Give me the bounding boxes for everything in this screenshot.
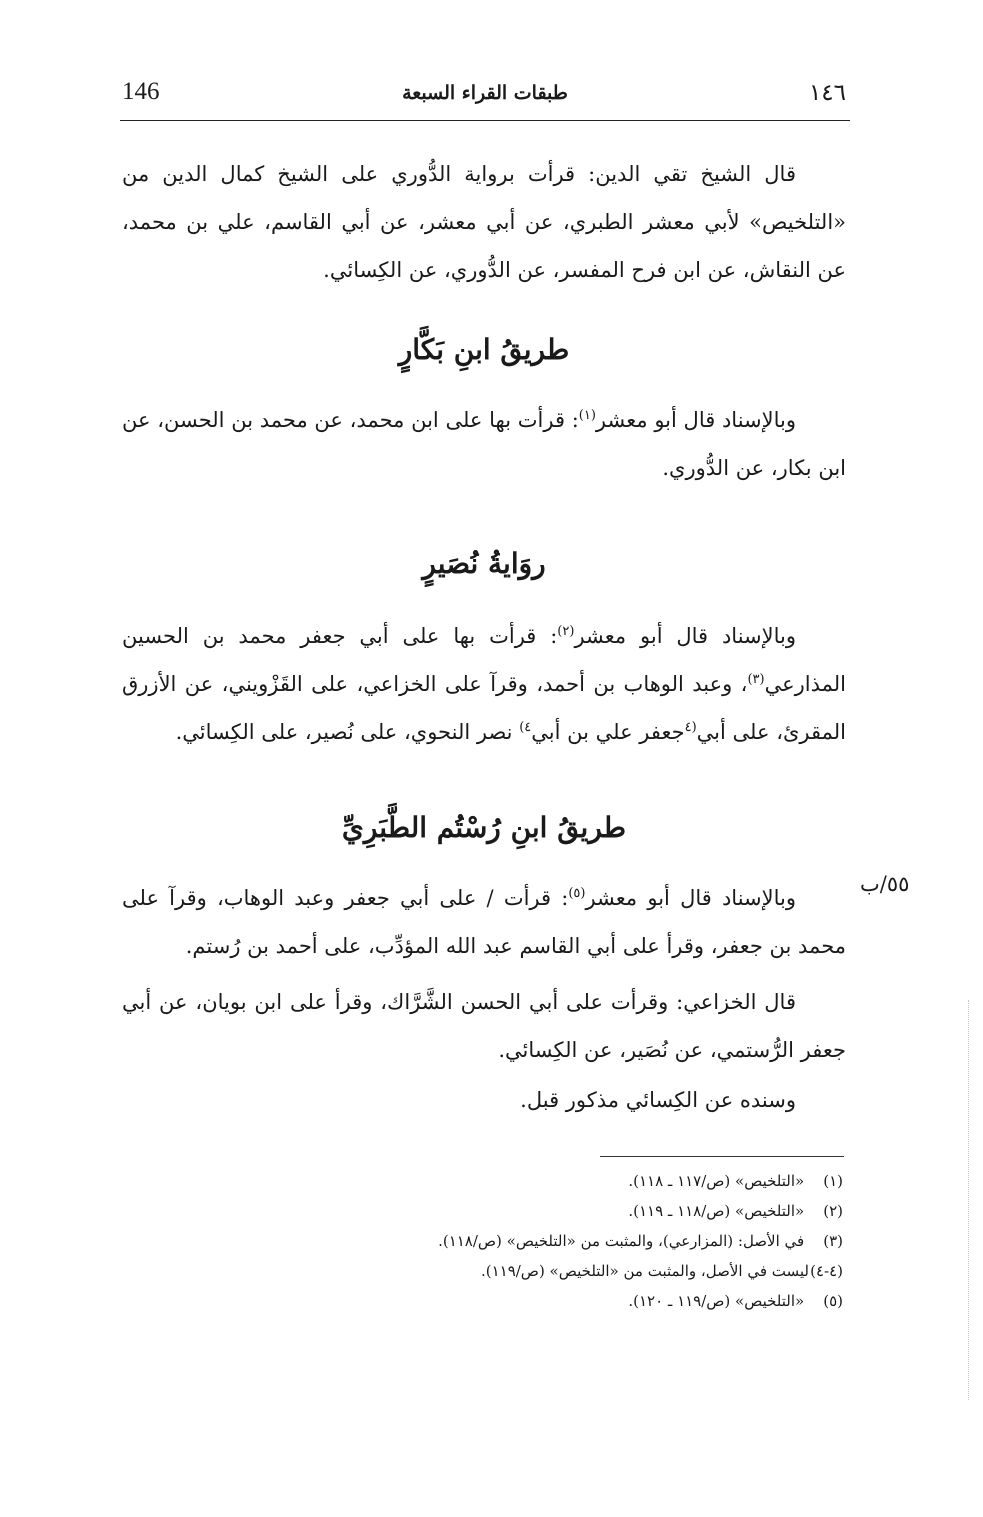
footnote-text: «التلخيص» (ص/١١٩ ـ ١٢٠). (628, 1292, 805, 1310)
footnote-number: (٢) (823, 1202, 843, 1220)
section-heading-nusayr: روَايةُ نُصَيرٍ (422, 547, 546, 580)
footnote-item (223, 1286, 843, 1316)
footnote-ref: ٤) (519, 720, 532, 735)
paragraph-text: نصر النحوي، على نُصير، على الكِسائي. (175, 720, 520, 744)
manuscript-folio-marker: ٥٥/ب (860, 872, 910, 896)
paragraph-text: : قرأت / على أبي جعفر وعبد الوهاب، وقرآ على محمد بن جعفر، وقرأ على أبي القاسم عبد الله المؤدِّب، على أحمد بن رُستم. (122, 886, 846, 958)
footnote-text: في الأصل: (المزارعي)، والمثبت من «التلخيص» (ص/١١٨). (438, 1232, 805, 1250)
paragraph-text: وبالإسناد قال أبو معشر (595, 408, 796, 432)
footnote-ref: (٤ (684, 720, 697, 735)
footnote-ref: (٣) (747, 672, 765, 687)
paragraph-text: جعفر علي بن أبي (531, 720, 685, 744)
main-text (122, 150, 846, 1124)
footnote-text: «التلخيص» (ص/١١٨ ـ ١١٩). (628, 1202, 805, 1220)
paragraph-isnad-duri: قال الشيخ تقي الدين: قرأت برواية الدُّوري على الشيخ كمال الدين من «التلخيص» لأبي معشر الطبري، عن أبي معشر، عن أبي القاسم، علي بن محمد، عن النقاش، عن ابن فرح المفسر، عن الدُّوري، عن الكِسائي. (122, 162, 846, 282)
footnote-item (223, 1196, 843, 1226)
footnote-item (223, 1256, 843, 1286)
footnotes-list (223, 1166, 843, 1316)
page-number-latin: 146 (122, 78, 160, 105)
footnote-text: ليست في الأصل، والمثبت من «التلخيص» (ص/١١٩). (480, 1262, 809, 1280)
running-header (120, 72, 850, 121)
footnote-ref: (٢) (557, 624, 575, 639)
paragraph-text: وبالإسناد قال أبو معشر (574, 624, 797, 648)
paragraph-text: ، وعبد الوهاب بن أحمد، وقرآ على الخزاعي، على القَزْويني، عن الأزرق المقرئ، على أبي (122, 672, 846, 744)
footnote-text: «التلخيص» (ص/١١٧ ـ ١١٨). (628, 1172, 805, 1190)
scan-edge-line (968, 1000, 970, 1400)
footnote-number: (٣) (823, 1232, 843, 1250)
section-heading-ibn-rustum: طريقُ ابنِ رُسْتُم الطَّبَرِيِّ (341, 811, 627, 844)
paragraph-text: : قرأت بها على ابن محمد، عن محمد بن الحسن، عن ابن بكار، عن الدُّوري. (122, 408, 846, 480)
paragraph-text: : قرأت بها على أبي جعفر محمد بن الحسين المذارعي (122, 624, 846, 696)
footnote-ref: (٥) (568, 886, 586, 901)
footnote-number: (٥) (823, 1292, 843, 1310)
footnote-ref: (١) (578, 408, 596, 423)
page-number-arabic: ١٤٦ (808, 80, 846, 106)
paragraph-text: وبالإسناد قال أبو معشر (585, 886, 796, 910)
paragraph-ibn-rustum (122, 874, 846, 970)
paragraph-khuzai: قال الخزاعي: وقرأت على أبي الحسن الشَّرَّاك، وقرأ على ابن بويان، عن أبي جعفر الرُّستمي، عن نُصَير، عن الكِسائي. (122, 990, 846, 1062)
paragraph-ibn-bakkar (122, 396, 846, 492)
paragraph-nusayr (122, 612, 846, 756)
footnote-separator (600, 1156, 844, 1157)
footnote-item (223, 1226, 843, 1256)
footnote-number: (١) (823, 1172, 843, 1190)
paragraph-sanad-note: وسنده عن الكِسائي مذكور قبل. (520, 1088, 796, 1112)
footnote-item (223, 1166, 843, 1196)
footnote-number: (٤-٤) (810, 1262, 843, 1280)
running-title: طبقات القراء السبعة (402, 82, 568, 104)
section-heading-ibn-bakkar: طريقُ ابنِ بَكَّارٍ (398, 333, 570, 366)
